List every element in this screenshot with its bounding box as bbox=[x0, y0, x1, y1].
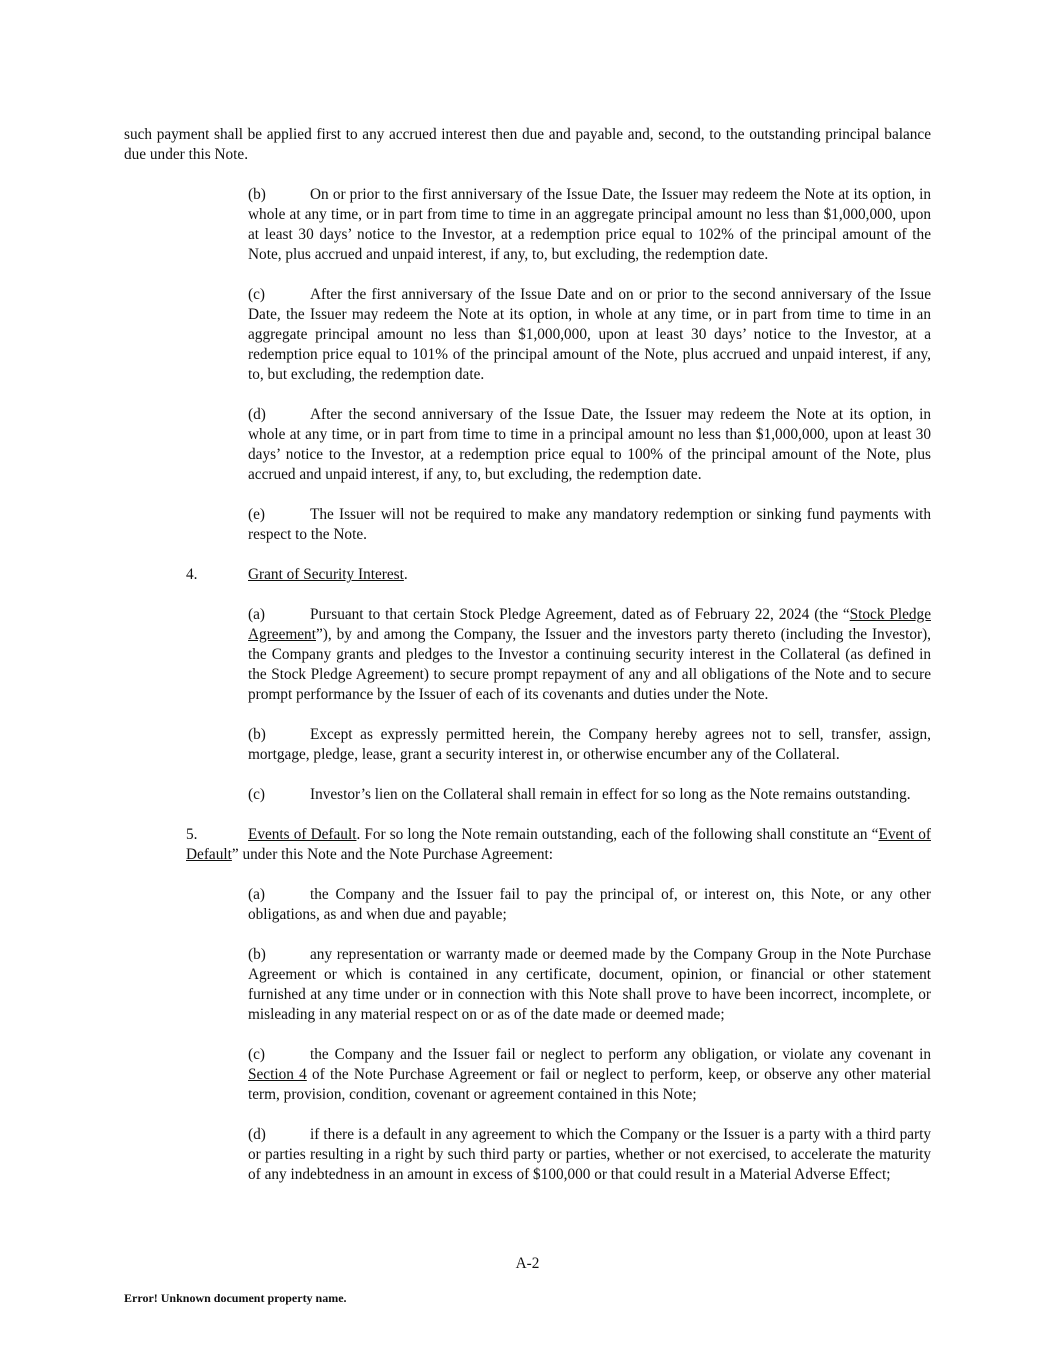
paragraph-3c: (c) After the first anniversary of the Issue Date and on or prior to the second anniversary of the Issue Date, the Issuer may redeem the Note at its option, in whole at any time, or in part from time to time in an aggregate principal amount no less than $1,000,000, upon at least 30 days’ notice to the Investor, at a redemption price equal to 101% of the principal amount of the Note, plus accrued and unpaid interest, if any, to, but excluding, the redemption date. bbox=[248, 286, 931, 383]
section-number: 4. bbox=[186, 566, 198, 583]
section-number: 5. bbox=[186, 826, 198, 843]
paragraph-3e: (e) The Issuer will not be required to make any mandatory redemption or sinking fund payments with respect to the Note. bbox=[248, 506, 931, 543]
footer-text: Error! Unknown document property name. bbox=[124, 1291, 347, 1305]
clause-marker: (e) bbox=[248, 506, 265, 523]
defined-term: Event of Default bbox=[186, 826, 931, 863]
defined-term: Stock Pledge Agreement bbox=[248, 606, 931, 643]
section-title: Events of Default bbox=[248, 826, 357, 843]
paragraph-3b: (b) On or prior to the first anniversary of the Issue Date, the Issuer may redeem the Note at its option, in whole at any time, or in part from time to time in an aggregate principal amount no less than $1,000,000, upon at least 30 days’ notice to the Investor, at a redemption price equal to 102% of the principal amount of the Note, plus accrued and unpaid interest, if any, to, but excluding, the redemption date. bbox=[248, 186, 931, 263]
document-body bbox=[124, 125, 931, 1205]
section-5-paragraph: 5. Events of Default. For so long the Note remain outstanding, each of the following shall constitute an “Event of Default” under this Note and the Note Purchase Agreement: bbox=[186, 826, 931, 863]
clause-marker: (a) bbox=[248, 606, 265, 623]
section-4-heading: 4. Grant of Security Interest. bbox=[186, 566, 408, 583]
clause-marker: (b) bbox=[248, 186, 266, 203]
paragraph-5c: (c) the Company and the Issuer fail or neglect to perform any obligation, or violate any covenant in Section 4 of the Note Purchase Agreement or fail or neglect to perform, keep, or observe any other material term, provision, condition, covenant or agreement contained in this Note; bbox=[248, 1046, 932, 1103]
section-reference: Section 4 bbox=[248, 1066, 307, 1083]
clause-marker: (b) bbox=[248, 946, 266, 963]
paragraph-5b: (b) any representation or warranty made or deemed made by the Company Group in the Note Purchase Agreement or which is contained in any certificate, document, opinion, or financial or other statement furnished at any time under or in connection with this Note shall prove to have been incorrect, incomplete, or misleading in any material respect on or as of the date made or deemed made; bbox=[248, 946, 931, 1023]
clause-marker: (c) bbox=[248, 786, 265, 803]
clause-marker: (c) bbox=[248, 1046, 265, 1063]
paragraph-5a: (a) the Company and the Issuer fail to pay the principal of, or interest on, this Note, or any other obligations, as and when due and payable; bbox=[248, 886, 931, 923]
section-title: Grant of Security Interest bbox=[248, 566, 404, 583]
clause-marker: (b) bbox=[248, 726, 266, 743]
continuation-paragraph: such payment shall be applied first to any accrued interest then due and payable and, second, to the outstanding principal balance due under this Note. bbox=[124, 126, 931, 163]
paragraph-4a: (a) Pursuant to that certain Stock Pledge Agreement, dated as of February 22, 2024 (the “Stock Pledge Agreement”), by and among the Company, the Issuer and the investors party thereto (including the Investor), the Company grants and pledges to the Investor a continuing security interest in the Collateral (as defined in the Stock Pledge Agreement) to secure prompt repayment of any and all obligations of the Note and to secure prompt performance by the Issuer of each of its covenants and duties under the Note. bbox=[248, 606, 931, 703]
paragraph-4b: (b) Except as expressly permitted herein, the Company hereby agrees not to sell, transfer, assign, mortgage, pledge, lease, grant a security interest in, or otherwise encumber any of the Collateral. bbox=[248, 726, 931, 763]
clause-marker: (d) bbox=[248, 406, 266, 423]
clause-marker: (c) bbox=[248, 286, 265, 303]
page-number: A-2 bbox=[515, 1255, 540, 1272]
paragraph-5d: (d) if there is a default in any agreement to which the Company or the Issuer is a party with a third party or parties resulting in a right by such third party or parties, whether or not exercised, to accelerate the maturity of any indebtedness in an amount in excess of $100,000 or that could result in a Material Adverse Effect; bbox=[248, 1126, 931, 1183]
clause-marker: (a) bbox=[248, 886, 265, 903]
clause-marker: (d) bbox=[248, 1126, 266, 1143]
paragraph-3d: (d) After the second anniversary of the Issue Date, the Issuer may redeem the Note at its option, in whole at any time, or in part from time to time in a principal amount no less than $1,000,000, upon at least 30 days’ notice to the Investor, at a redemption price equal to 100% of the principal amount of the Note, plus accrued and unpaid interest, if any, to, but excluding, the redemption date. bbox=[248, 406, 931, 483]
paragraph-4c: (c) Investor’s lien on the Collateral shall remain in effect for so long as the Note remains outstanding. bbox=[248, 786, 911, 803]
